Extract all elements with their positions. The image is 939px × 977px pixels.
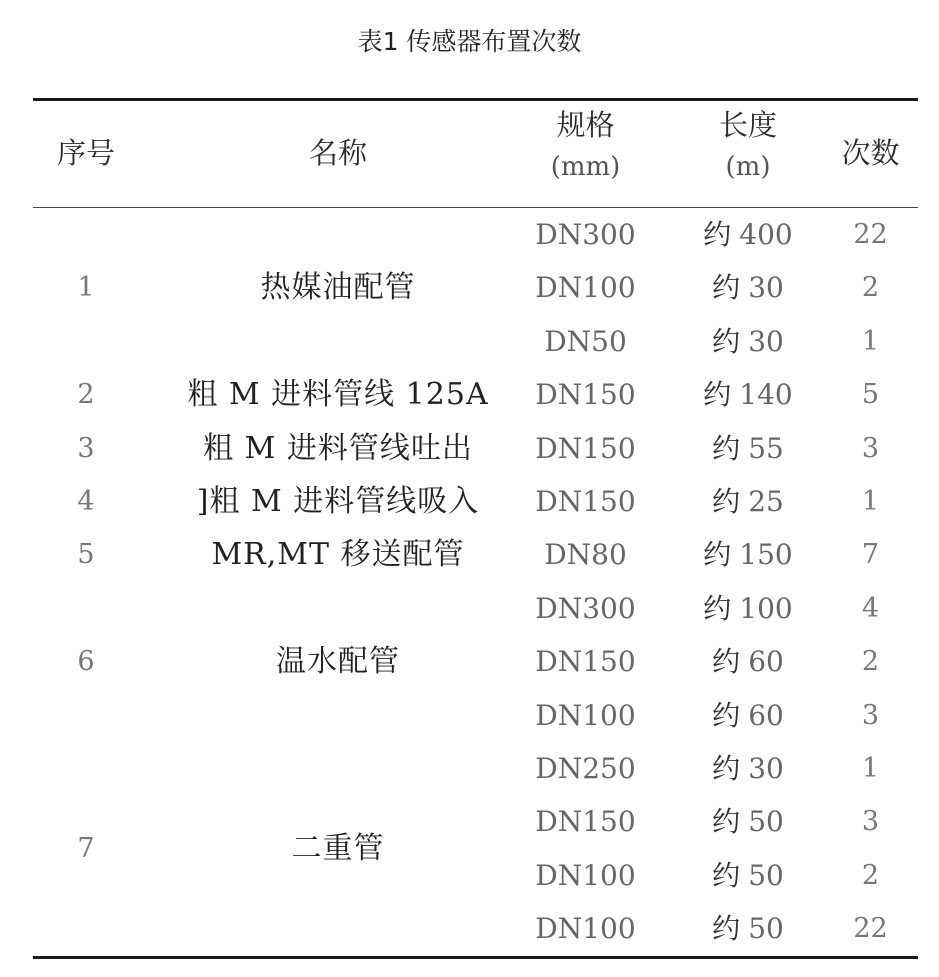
length-prefix: 约 [712,324,741,358]
header-count: 次数 [841,136,900,170]
length-value: 25 [748,485,784,518]
row-length [673,849,823,902]
row-count: 2 [861,859,880,891]
length-value: 50 [748,912,784,946]
row-spec: DN250 [535,752,636,785]
length-prefix: 约 [703,378,732,412]
row-count: 22 [853,219,888,250]
row-index: 1 [77,272,95,303]
row-length [673,689,823,742]
row-spec: DN100 [535,271,636,305]
row-spec: DN300 [535,591,636,625]
row-name: MR,MT 移送配管 [211,537,465,573]
length-prefix: 约 [712,805,741,839]
header-name: 名称 [308,136,367,170]
row-spec: DN50 [544,324,627,358]
row-spec: DN150 [535,378,636,412]
row-count: 1 [861,325,880,357]
row-spec: DN150 [535,805,636,839]
row-length [673,635,823,688]
length-value: 50 [748,858,784,892]
length-prefix: 约 [712,752,741,785]
row-count: 7 [861,539,880,571]
length-value: 60 [748,645,784,679]
header-spec-unit: (mm) [550,151,621,182]
row-spec: DN80 [544,538,627,572]
row-count: 5 [861,379,880,411]
length-prefix: 约 [712,645,741,679]
row-count: 4 [861,592,880,624]
length-prefix: 约 [703,218,732,251]
header-spec-label: 规格 [556,108,615,142]
row-length [673,582,823,635]
row-name: 粗 M 进料管线 125A [187,377,489,413]
length-value: 400 [739,218,793,251]
length-value: 30 [748,271,784,305]
length-value: 30 [748,324,784,358]
row-name: 热媒油配管 [260,270,416,305]
row-spec: DN150 [535,485,636,518]
row-length [673,475,823,528]
row-length [673,528,823,581]
length-value: 150 [739,538,793,572]
length-prefix: 约 [712,431,741,465]
row-count: 3 [861,432,880,464]
length-value: 140 [739,378,793,412]
row-length [673,208,823,261]
row-spec: DN150 [535,431,636,465]
header-length [673,107,823,184]
row-count: 1 [861,753,880,784]
row-spec: DN300 [535,218,636,251]
header-index: 序号 [56,136,115,170]
length-prefix: 约 [703,538,732,572]
row-length [673,742,823,795]
row-index: 3 [77,432,95,464]
row-name: 二重管 [291,831,385,866]
header-length-label: 长度 [718,108,777,142]
length-prefix: 约 [712,271,741,305]
length-value: 55 [748,431,784,465]
length-value: 60 [748,698,784,732]
row-count: 3 [861,699,880,731]
row-spec: DN100 [535,698,636,732]
length-prefix: 约 [712,858,741,892]
row-count: 2 [861,646,880,678]
length-value: 50 [748,805,784,839]
row-index: 7 [77,833,95,864]
row-count: 3 [861,806,880,838]
table-header [33,101,918,208]
row-index: 6 [77,645,95,677]
row-count: 2 [861,272,880,304]
header-length-unit: (m) [725,151,771,182]
table-body [33,208,918,956]
length-prefix: 约 [703,591,732,625]
length-prefix: 约 [712,912,741,946]
row-index: 4 [77,486,95,517]
header-spec [518,107,653,184]
row-index: 5 [77,539,95,571]
row-spec: DN100 [535,858,636,892]
length-prefix: 约 [712,485,741,518]
sensor-table [33,98,918,959]
row-length [673,368,823,421]
row-length [673,902,823,955]
row-name: 温水配管 [276,643,400,679]
row-spec: DN150 [535,645,636,679]
row-spec: DN100 [535,912,636,946]
length-prefix: 约 [712,698,741,732]
table-caption: 表1 传感器布置次数 [357,27,582,56]
row-count: 1 [861,486,880,517]
row-index: 2 [77,379,95,411]
length-value: 100 [739,591,793,625]
row-name: 粗 M 进料管线吐出 [203,430,473,466]
row-count: 22 [853,913,888,945]
length-value: 30 [748,752,784,785]
row-length [673,422,823,475]
row-name: ]粗 M 进料管线吸入 [196,484,480,519]
row-length [673,795,823,848]
row-length [673,261,823,314]
row-length [673,315,823,368]
